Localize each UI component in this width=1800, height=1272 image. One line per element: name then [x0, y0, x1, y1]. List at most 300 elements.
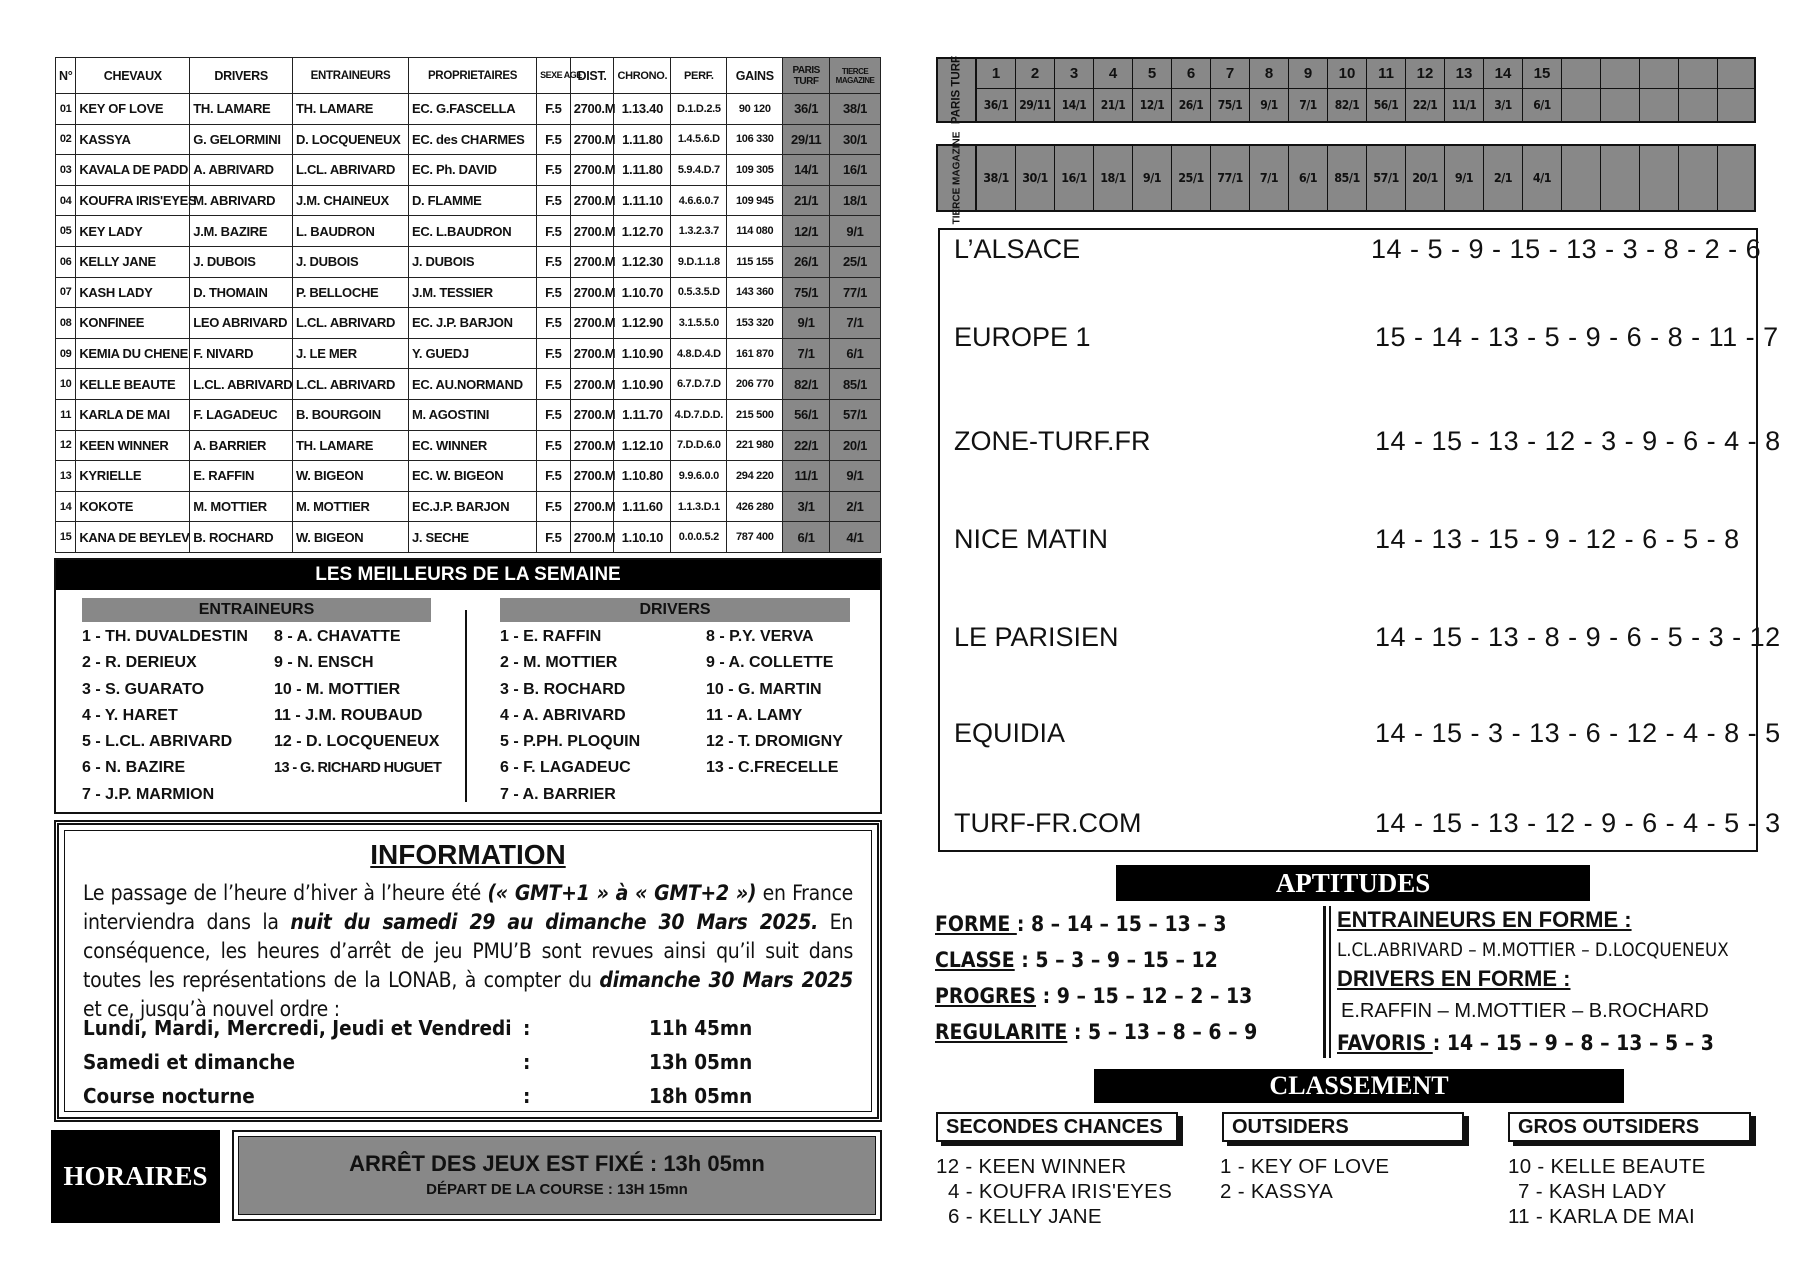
- empty-cell: [1678, 59, 1717, 121]
- col-header-gains: GAINS: [727, 58, 783, 94]
- table-row: [56, 246, 881, 277]
- information-inner-frame: [64, 830, 872, 1112]
- information-text: [83, 879, 853, 1024]
- runner-num: 06: [56, 246, 76, 277]
- press-pick: 14 - 15 - 13 - 12 - 9 - 6 - 4 - 5 - 3: [1375, 808, 1781, 838]
- paris-turf-odds: 12/1: [783, 216, 830, 247]
- runner-number: 10: [1328, 59, 1366, 89]
- horse-name: KYRIELLE: [76, 461, 190, 492]
- odds-cell: [1171, 146, 1210, 210]
- tierce-magazine-odds: 25/1: [830, 246, 881, 277]
- schedule-time: 13h 05mn: [649, 1050, 753, 1074]
- runner-num: 12: [56, 430, 76, 461]
- runner-num: 02: [56, 124, 76, 155]
- list-item: 2 - M. MOTTIER: [500, 654, 618, 672]
- odds-cell: [1171, 59, 1210, 121]
- performance: 9.D.1.1.8: [671, 246, 727, 277]
- performance: 4.6.6.0.7: [671, 185, 727, 216]
- tierce-magazine-odds: 20/1: [830, 430, 881, 461]
- table-row: [56, 491, 881, 522]
- list-item: 7 - J.P. MARMION: [82, 785, 215, 803]
- paris-turf-odds: 3/1: [783, 491, 830, 522]
- trainers-form-value: L.CL.ABRIVARD – M.MOTTIER – D.LOCQUENEUX: [1337, 940, 1729, 961]
- press-pick: 14 - 15 - 13 - 8 - 9 - 6 - 5 - 3 - 12: [1375, 622, 1781, 652]
- odds-cell: [1483, 146, 1522, 210]
- paris-turf-odds: 29/11: [783, 124, 830, 155]
- list-item: 11 - KARLA DE MAI: [1508, 1205, 1696, 1228]
- performance: 9.9.6.0.0: [671, 461, 727, 492]
- gains: 215 500: [727, 399, 783, 430]
- driver-name: A. BARRIER: [190, 430, 293, 461]
- chrono: 1.10.70: [614, 277, 671, 308]
- odds-value: 30/1: [1022, 170, 1048, 185]
- favoris-value: : 14 – 15 – 9 – 8 – 13 – 5 – 3: [1432, 1031, 1714, 1055]
- owner-name: Y. GUEDJ: [408, 338, 536, 369]
- classement-title: CLASSEMENT: [1094, 1069, 1624, 1103]
- performance: 4.D.7.D.D.: [671, 399, 727, 430]
- chrono: 1.11.80: [614, 155, 671, 186]
- sex-age: F.5: [537, 461, 571, 492]
- performance: D.1.D.2.5: [671, 94, 727, 125]
- trainer-name: J.M. CHAINEUX: [293, 185, 409, 216]
- col-header-horses: CHEVAUX: [76, 58, 190, 94]
- chrono: 1.12.70: [614, 216, 671, 247]
- schedule-time: 18h 05mn: [649, 1084, 753, 1108]
- odds-cell: [1366, 59, 1405, 121]
- runner-num: 01: [56, 94, 76, 125]
- odds-value: 75/1: [1217, 98, 1243, 112]
- sex-age: F.5: [537, 430, 571, 461]
- info-text-night: nuit du samedi 29 au dimanche 30 Mars 2025.: [290, 910, 818, 934]
- aptitude-progres-value: : 9 – 15 – 12 – 2 – 13: [1036, 984, 1253, 1008]
- tierce-magazine-odds: 4/1: [830, 522, 881, 553]
- driver-name: A. ABRIVARD: [190, 155, 293, 186]
- gros-outsiders-heading: GROS OUTSIDERS: [1508, 1112, 1751, 1142]
- odds-cell: [1015, 59, 1054, 121]
- owner-name: M. AGOSTINI: [408, 399, 536, 430]
- list-item: 11 - J.M. ROUBAUD: [274, 706, 423, 724]
- schedule-label: Lundi, Mardi, Mercredi, Jeudi et Vendredi: [83, 1016, 512, 1040]
- owner-name: EC. W. BIGEON: [408, 461, 536, 492]
- performance: 1.1.3.D.1: [671, 491, 727, 522]
- list-item: 1 - KEY OF LOVE: [1220, 1155, 1390, 1178]
- press-pick: 14 - 15 - 13 - 12 - 3 - 9 - 6 - 4 - 8: [1375, 426, 1781, 456]
- distance: 2700.M: [570, 430, 614, 461]
- driver-name: D. THOMAIN: [190, 277, 293, 308]
- chrono: 1.11.10: [614, 185, 671, 216]
- press-row: [954, 622, 1781, 658]
- trainer-name: J. DUBOIS: [293, 246, 409, 277]
- col-header-perf: PERF.: [671, 58, 727, 94]
- aptitude-forme: [935, 912, 1226, 936]
- chrono: 1.11.80: [614, 124, 671, 155]
- odds-cell: [1327, 146, 1366, 210]
- paris-turf-odds: 36/1: [783, 94, 830, 125]
- horse-name: KOKOTE: [76, 491, 190, 522]
- table-row: [56, 522, 881, 553]
- distance: 2700.M: [570, 308, 614, 339]
- distance: 2700.M: [570, 155, 614, 186]
- list-item: 4 - Y. HARET: [82, 706, 178, 724]
- runner-num: 04: [56, 185, 76, 216]
- list-item: 2 - R. DERIEUX: [82, 654, 197, 672]
- distance: 2700.M: [570, 491, 614, 522]
- secondes-chances-list: [936, 1154, 1172, 1229]
- distance: 2700.M: [570, 216, 614, 247]
- divider: [1562, 59, 1600, 89]
- driver-name: G. GELORMINI: [190, 124, 293, 155]
- distance: 2700.M: [570, 461, 614, 492]
- paris-turf-odds: 9/1: [783, 308, 830, 339]
- stop-time-box: [232, 1130, 882, 1221]
- tierce-magazine-odds: 38/1: [830, 94, 881, 125]
- list-item: 12 - KEEN WINNER: [936, 1155, 1127, 1178]
- owner-name: EC. Ph. DAVID: [408, 155, 536, 186]
- gains: 426 280: [727, 491, 783, 522]
- schedule-row: [83, 1084, 853, 1114]
- divider: [1601, 59, 1639, 89]
- list-item: 8 - P.Y. VERVA: [706, 628, 814, 645]
- press-source: L’ALSACE: [954, 234, 1081, 264]
- odds-cell: [1288, 59, 1327, 121]
- odds-value: 56/1: [1373, 98, 1399, 112]
- horse-name: KANA DE BEYLEV: [76, 522, 190, 553]
- runner-num: 08: [56, 308, 76, 339]
- driver-name: J. DUBOIS: [190, 246, 293, 277]
- gains: 109 305: [727, 155, 783, 186]
- owner-name: D. FLAMME: [408, 185, 536, 216]
- gains: 106 330: [727, 124, 783, 155]
- gains: 294 220: [727, 461, 783, 492]
- divider: [1718, 59, 1756, 89]
- distance: 2700.M: [570, 185, 614, 216]
- chrono: 1.12.10: [614, 430, 671, 461]
- list-item: 10 - M. MOTTIER: [274, 680, 401, 698]
- empty-cell: [1639, 146, 1678, 210]
- tierce-magazine-odds: 7/1: [830, 308, 881, 339]
- runner-number: 6: [1172, 59, 1210, 89]
- gains: 90 120: [727, 94, 783, 125]
- runner-number: 12: [1406, 59, 1444, 89]
- runner-num: 09: [56, 338, 76, 369]
- press-pick: 14 - 13 - 15 - 9 - 12 - 6 - 5 - 8: [1375, 524, 1740, 554]
- owner-name: J.M. TESSIER: [408, 277, 536, 308]
- paris-turf-odds: 7/1: [783, 338, 830, 369]
- press-source: TURF-FR.COM: [954, 808, 1142, 838]
- odds-cell: [1288, 146, 1327, 210]
- owner-name: EC. AU.NORMAND: [408, 369, 536, 400]
- tierce-magazine-odds: 16/1: [830, 155, 881, 186]
- col-header-chrono: CHRONO.: [614, 58, 671, 94]
- owner-name: EC. J.P. BARJON: [408, 308, 536, 339]
- best-trainers-list-1: [82, 624, 248, 808]
- odds-value: 12/1: [1139, 98, 1165, 112]
- odds-cell: [1132, 59, 1171, 121]
- info-text-date: dimanche 30 Mars 2025: [599, 968, 853, 992]
- press-source: ZONE-TURF.FR: [954, 426, 1151, 456]
- empty-cell: [1678, 146, 1717, 210]
- table-row: [56, 124, 881, 155]
- owner-name: EC.J.P. BARJON: [408, 491, 536, 522]
- table-header-row: [56, 58, 881, 94]
- odds-value: 18/1: [1100, 170, 1126, 185]
- list-item: 10 - KELLE BEAUTE: [1508, 1155, 1706, 1178]
- odds-value: 9/1: [1260, 98, 1278, 112]
- odds-value: 77/1: [1217, 170, 1243, 185]
- paris-turf-label-cell: [938, 55, 976, 125]
- paris-turf-label: PARIS TURF: [950, 55, 962, 125]
- sex-age: F.5: [537, 155, 571, 186]
- chrono: 1.11.60: [614, 491, 671, 522]
- aptitudes-title: APTITUDES: [1116, 865, 1590, 901]
- list-item: 13 - G. RICHARD HUGUET: [274, 760, 442, 777]
- runner-number: 15: [1523, 59, 1561, 89]
- odds-value: 7/1: [1259, 170, 1279, 185]
- odds-cell: [1054, 146, 1093, 210]
- list-item: 10 - G. MARTIN: [706, 680, 822, 698]
- paris-turf-odds: 26/1: [783, 246, 830, 277]
- runner-number: 4: [1094, 59, 1132, 89]
- trainer-name: L.CL. ABRIVARD: [293, 308, 409, 339]
- owner-name: J. SECHE: [408, 522, 536, 553]
- list-item: 1 - TH. DUVALDESTIN: [82, 628, 248, 645]
- horse-name: KEMIA DU CHENE: [76, 338, 190, 369]
- list-item: 9 - N. ENSCH: [274, 654, 374, 672]
- odds-value: 6/1: [1533, 98, 1551, 112]
- press-row: [954, 808, 1781, 844]
- trainer-name: D. LOCQUENEUX: [293, 124, 409, 155]
- odds-value: 85/1: [1334, 170, 1360, 185]
- chrono: 1.10.90: [614, 369, 671, 400]
- odds-cell: [1093, 59, 1132, 121]
- list-item: 4 - KOUFRA IRIS'EYES: [948, 1180, 1173, 1203]
- odds-cell: [1210, 59, 1249, 121]
- horse-name: KAVALA DE PADD: [76, 155, 190, 186]
- tierce-magazine-odds: 18/1: [830, 185, 881, 216]
- performance: 7.D.D.6.0: [671, 430, 727, 461]
- divider: [465, 610, 467, 802]
- horse-name: KARLA DE MAI: [76, 399, 190, 430]
- divider: [1329, 906, 1331, 1058]
- odds-value: 36/1: [983, 98, 1009, 112]
- odds-value: 14/1: [1061, 98, 1087, 112]
- stop-time-inner: [238, 1136, 876, 1215]
- empty-cell: [1600, 59, 1639, 121]
- odds-cell: [1132, 146, 1171, 210]
- list-item: 3 - B. ROCHARD: [500, 680, 626, 698]
- chrono: 1.12.90: [614, 308, 671, 339]
- table-row: [56, 155, 881, 186]
- driver-name: M. ABRIVARD: [190, 185, 293, 216]
- horse-name: KASH LADY: [76, 277, 190, 308]
- press-row: [954, 426, 1781, 462]
- distance: 2700.M: [570, 246, 614, 277]
- press-source: EUROPE 1: [954, 322, 1091, 352]
- odds-value: 25/1: [1178, 170, 1204, 185]
- sex-age: F.5: [537, 185, 571, 216]
- odds-cell: [1015, 146, 1054, 210]
- performance: 0.5.3.5.D: [671, 277, 727, 308]
- table-row: [56, 369, 881, 400]
- aptitude-classe: [935, 948, 1218, 972]
- tierce-magazine-label-cell: [938, 131, 976, 225]
- driver-name: F. NIVARD: [190, 338, 293, 369]
- paris-turf-odds: 82/1: [783, 369, 830, 400]
- trainers-form-label: ENTRAINEURS EN FORME :: [1337, 907, 1632, 932]
- driver-name: F. LAGADEUC: [190, 399, 293, 430]
- performance: 6.7.D.7.D: [671, 369, 727, 400]
- aptitude-forme-label: FORME: [935, 912, 1017, 936]
- runner-num: 05: [56, 216, 76, 247]
- drivers-form-value: E.RAFFIN – M.MOTTIER – B.ROCHARD: [1341, 1000, 1709, 1022]
- col-header-paris-turf: PARIS TURF: [783, 58, 830, 94]
- schedule-sep: :: [523, 1016, 531, 1040]
- col-header-num: N°: [56, 58, 76, 94]
- odds-value: 9/1: [1142, 170, 1162, 185]
- performance: 4.8.D.4.D: [671, 338, 727, 369]
- odds-cell: [1483, 59, 1522, 121]
- tierce-magazine-grid: [936, 131, 1756, 225]
- trainer-name: L.CL. ABRIVARD: [293, 369, 409, 400]
- gains: 109 945: [727, 185, 783, 216]
- tierce-magazine-odds: 2/1: [830, 491, 881, 522]
- trainer-name: W. BIGEON: [293, 522, 409, 553]
- trainer-name: M. MOTTIER: [293, 491, 409, 522]
- gains: 206 770: [727, 369, 783, 400]
- odds-value: 20/1: [1412, 170, 1438, 185]
- paris-turf-odds: 6/1: [783, 522, 830, 553]
- trainer-name: TH. LAMARE: [293, 94, 409, 125]
- press-pick: 15 - 14 - 13 - 5 - 9 - 6 - 8 - 11 - 7: [1375, 322, 1779, 352]
- paris-turf-odds: 11/1: [783, 461, 830, 492]
- stop-time-text: ARRÊT DES JEUX EST FIXÉ : 13h 05mn: [349, 1151, 765, 1176]
- odds-cell: [1210, 146, 1249, 210]
- list-item: 9 - A. COLLETTE: [706, 654, 834, 672]
- chrono: 1.13.40: [614, 94, 671, 125]
- driver-name: E. RAFFIN: [190, 461, 293, 492]
- sex-age: F.5: [537, 399, 571, 430]
- col-header-trainers: ENTRAINEURS: [293, 58, 409, 94]
- tierce-magazine-odds: 9/1: [830, 461, 881, 492]
- tierce-magazine-odds: 57/1: [830, 399, 881, 430]
- sex-age: F.5: [537, 94, 571, 125]
- table-row: [56, 185, 881, 216]
- odds-cell: [1405, 59, 1444, 121]
- secondes-chances-heading: SECONDES CHANCES: [936, 1112, 1178, 1142]
- list-item: 7 - KASH LADY: [1518, 1180, 1667, 1203]
- trainer-name: B. BOURGOIN: [293, 399, 409, 430]
- odds-cell: [1522, 146, 1561, 210]
- odds-cell: [1249, 146, 1288, 210]
- gains: 115 155: [727, 246, 783, 277]
- distance: 2700.M: [570, 124, 614, 155]
- odds-value: 22/1: [1412, 98, 1438, 112]
- runner-number: 2: [1016, 59, 1054, 89]
- tierce-magazine-label: TIERCE MAGAZINE: [951, 131, 962, 225]
- col-header-sex-age: SEXE AGE: [537, 58, 571, 94]
- list-item: 6 - KELLY JANE: [948, 1205, 1102, 1228]
- runner-number: 13: [1445, 59, 1483, 89]
- runner-number: 14: [1484, 59, 1522, 89]
- runner-num: 03: [56, 155, 76, 186]
- odds-value: 2/1: [1493, 170, 1513, 185]
- trainer-name: L.CL. ABRIVARD: [293, 155, 409, 186]
- odds-cell: [1366, 146, 1405, 210]
- odds-value: 21/1: [1100, 98, 1126, 112]
- odds-value: 4/1: [1532, 170, 1552, 185]
- owner-name: EC. G.FASCELLA: [408, 94, 536, 125]
- sex-age: F.5: [537, 338, 571, 369]
- driver-name: L.CL. ABRIVARD: [190, 369, 293, 400]
- information-panel: [54, 820, 882, 1122]
- table-row: [56, 94, 881, 125]
- odds-cell: [1405, 146, 1444, 210]
- odds-value: 57/1: [1373, 170, 1399, 185]
- odds-value: 16/1: [1061, 170, 1087, 185]
- odds-value: 9/1: [1454, 170, 1474, 185]
- runner-num: 15: [56, 522, 76, 553]
- aptitude-progres: [935, 984, 1252, 1008]
- runner-number: 7: [1211, 59, 1249, 89]
- press-row: [954, 718, 1781, 754]
- odds-value: 6/1: [1298, 170, 1318, 185]
- table-row: [56, 308, 881, 339]
- drivers-form-label: DRIVERS EN FORME :: [1337, 966, 1571, 991]
- list-item: 1 - E. RAFFIN: [500, 628, 602, 645]
- odds-value: 38/1: [983, 170, 1009, 185]
- driver-name: J.M. BAZIRE: [190, 216, 293, 247]
- best-trainers-heading: ENTRAINEURS: [82, 598, 431, 622]
- odds-cell: [1327, 59, 1366, 121]
- owner-name: EC. L.BAUDRON: [408, 216, 536, 247]
- gains: 221 980: [727, 430, 783, 461]
- press-row: [954, 322, 1779, 358]
- col-header-dist: DIST.: [570, 58, 614, 94]
- distance: 2700.M: [570, 338, 614, 369]
- horse-name: KOUFRA IRIS'EYES: [76, 185, 190, 216]
- tierce-magazine-odds: 85/1: [830, 369, 881, 400]
- paris-turf-odds: 56/1: [783, 399, 830, 430]
- sex-age: F.5: [537, 124, 571, 155]
- list-item: 6 - N. BAZIRE: [82, 759, 186, 777]
- favoris-label: FAVORIS: [1337, 1031, 1433, 1055]
- runner-num: 07: [56, 277, 76, 308]
- table-row: [56, 216, 881, 247]
- runners-table-body: [56, 94, 881, 553]
- list-item: 5 - P.PH. PLOQUIN: [500, 733, 641, 751]
- col-header-drivers: DRIVERS: [190, 58, 293, 94]
- aptitude-progres-label: PROGRES: [935, 984, 1037, 1008]
- chrono: 1.12.30: [614, 246, 671, 277]
- table-row: [56, 461, 881, 492]
- distance: 2700.M: [570, 369, 614, 400]
- runners-table: [55, 57, 881, 553]
- performance: 1.4.5.6.D: [671, 124, 727, 155]
- driver-name: M. MOTTIER: [190, 491, 293, 522]
- empty-cell: [1717, 59, 1756, 121]
- odds-cell: [1054, 59, 1093, 121]
- odds-cell: [1444, 146, 1483, 210]
- press-source: LE PARISIEN: [954, 622, 1119, 652]
- aptitude-forme-value: : 8 – 14 – 15 – 13 – 3: [1016, 912, 1227, 936]
- best-drivers-list-2: [706, 624, 843, 782]
- best-of-week-title: LES MEILLEURS DE LA SEMAINE: [56, 560, 880, 590]
- list-item: 4 - A. ABRIVARD: [500, 706, 626, 724]
- odds-cell: [1249, 59, 1288, 121]
- aptitude-regularite-label: REGULARITE: [935, 1020, 1068, 1044]
- schedule-label: Samedi et dimanche: [83, 1050, 296, 1074]
- horse-name: KEY OF LOVE: [76, 94, 190, 125]
